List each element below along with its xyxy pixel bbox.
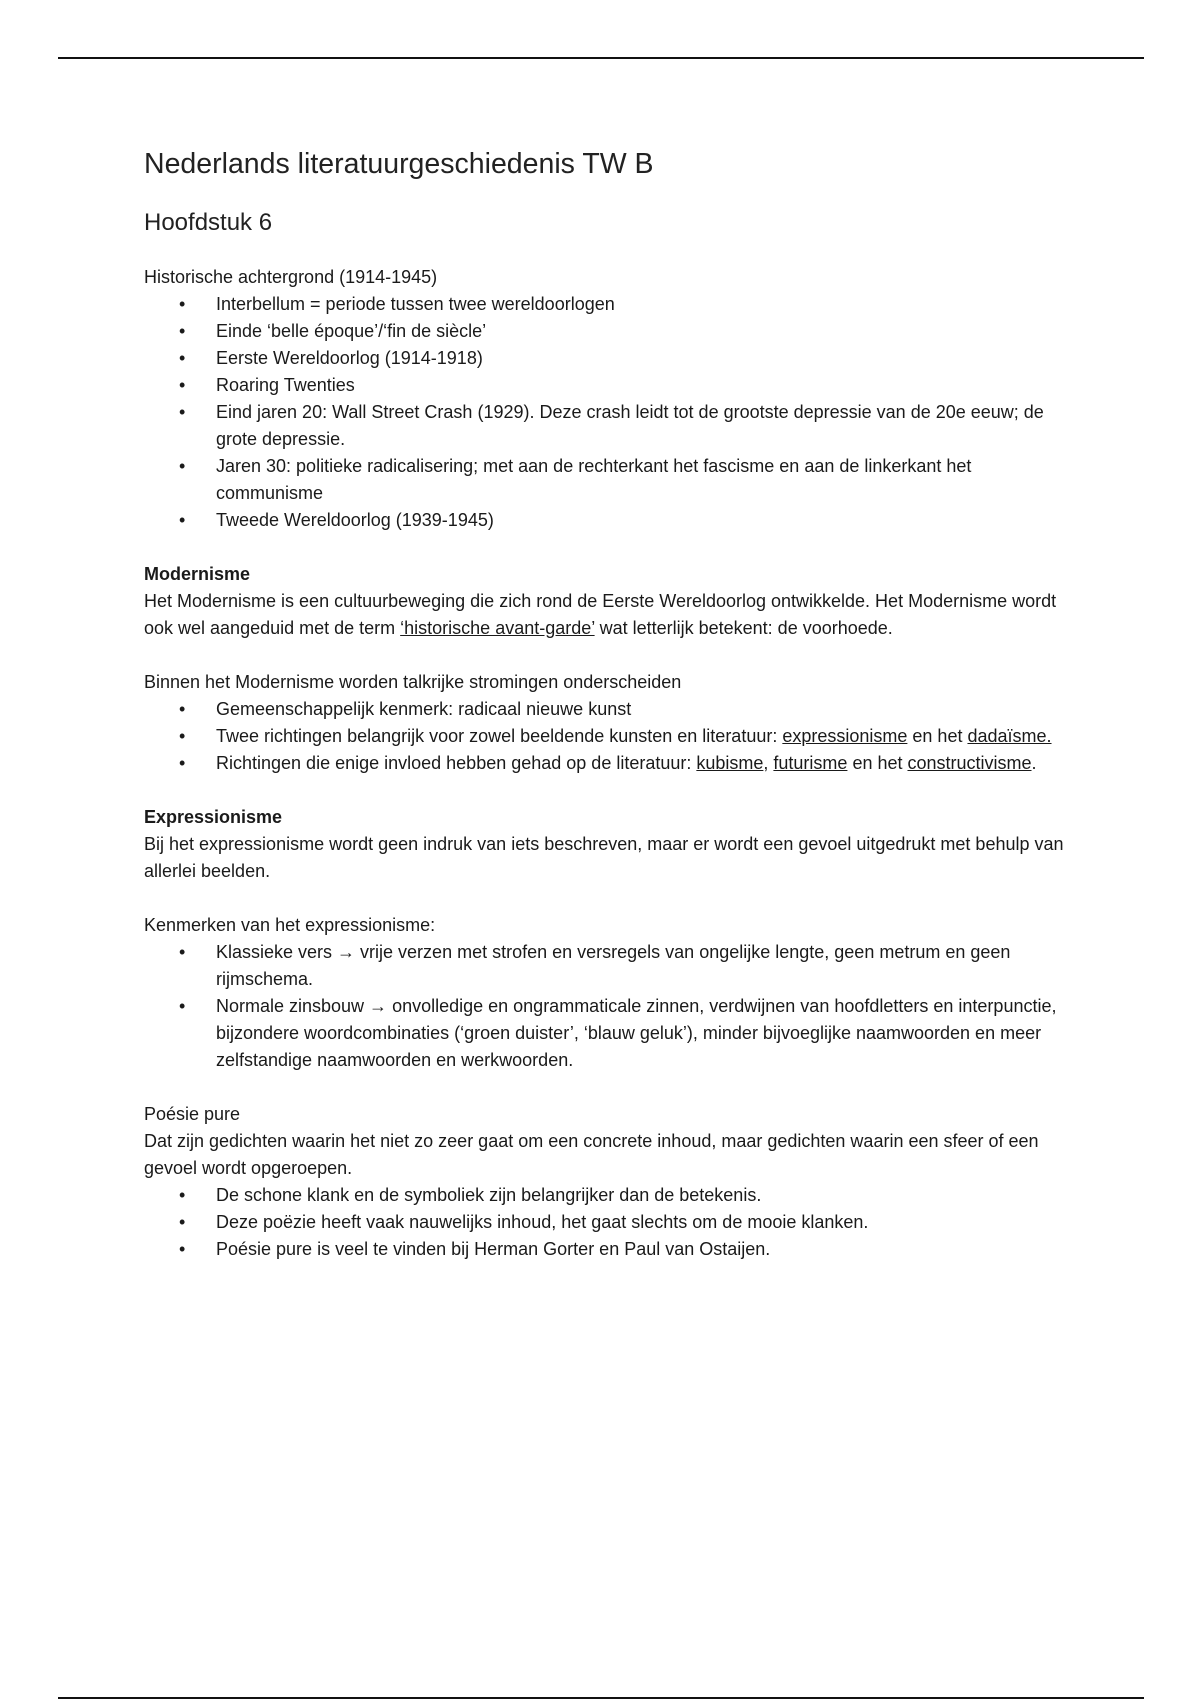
constructivisme-term: constructivisme	[907, 753, 1032, 773]
historisch-heading: Historische achtergrond (1914-1945)	[144, 267, 438, 287]
poesie-list	[144, 1182, 1064, 1263]
list-item: • Eerste Wereldoorlog (1914-1918)	[179, 348, 483, 368]
list-item: • De schone klank en de symboliek zijn belangrijker dan de betekenis.	[179, 1185, 762, 1205]
top-rule	[58, 57, 1144, 59]
expressionisme-heading: Expressionisme	[144, 807, 283, 827]
modernisme-intro: Binnen het Modernisme worden talkrijke stromingen onderscheiden	[144, 672, 682, 692]
avant-garde-link: ‘historische avant-garde’	[400, 618, 595, 638]
poesie-heading: Poésie pure	[144, 1104, 241, 1124]
list-item: • Interbellum = periode tussen twee wereldoorlogen	[179, 294, 615, 314]
historisch-list	[144, 291, 1064, 534]
futurisme-term: futurisme	[773, 753, 848, 773]
expressionisme-paragraph: Bij het expressionisme wordt geen indruk van iets beschreven, maar er wordt een gevoel uitgedrukt met behulp van allerlei beelden.	[144, 834, 1064, 881]
expressionisme-term: expressionisme	[782, 726, 908, 746]
document-title: Nederlands literatuurgeschiedenis TW B	[144, 148, 654, 180]
list-item: • Poésie pure is veel te vinden bij Herman Gorter en Paul van Ostaijen.	[179, 1239, 771, 1259]
list-item: • Roaring Twenties	[179, 375, 355, 395]
list-item: • Gemeenschappelijk kenmerk: radicaal nieuwe kunst	[179, 699, 632, 719]
list-item: • Klassieke vers → vrije verzen met strofen en versregels van ongelijke lengte, geen metrum en geen rijmschema.	[179, 942, 1011, 989]
list-item: • Eind jaren 20: Wall Street Crash (1929). Deze crash leidt tot de grootste depressie van de 20e eeuw; de grote depressie.	[179, 402, 1044, 449]
list-item: • Tweede Wereldoorlog (1939-1945)	[179, 510, 494, 530]
list-item: • Normale zinsbouw → onvolledige en ongrammaticale zinnen, verdwijnen van hoofdletters en interpunctie, bijzondere woordcombinaties (‘groen duister’, ‘blauw geluk’), minder bijvoeglijke naamwoorden en meer zelfstandige naamwoorden en werkwoorden.	[179, 996, 1057, 1070]
kenmerken-heading: Kenmerken van het expressionisme:	[144, 915, 436, 935]
modernisme-heading: Modernisme	[144, 564, 251, 584]
poesie-paragraph: Dat zijn gedichten waarin het niet zo zeer gaat om een concrete inhoud, maar gedichten waarin een sfeer of een gevoel wordt opgeroepen.	[144, 1131, 1039, 1178]
list-item: • Richtingen die enige invloed hebben gehad op de literatuur: kubisme, futurisme en het constructivisme.	[179, 753, 1037, 773]
modernisme-paragraph: Het Modernisme is een cultuurbeweging die zich rond de Eerste Wereldoorlog ontwikkelde. Het Modernisme wordt ook wel aangeduid met de term ‘historische avant-garde’ wat letterlijk betekent: de voorhoede.	[144, 591, 1057, 638]
document-page	[144, 144, 1064, 1263]
dadaisme-term: dadaïsme.	[967, 726, 1052, 746]
modernisme-list	[144, 696, 1064, 777]
kenmerken-list	[144, 939, 1064, 1074]
chapter-heading: Hoofdstuk 6	[144, 209, 273, 236]
list-item: • Einde ‘belle époque’/‘fin de siècle’	[179, 321, 487, 341]
list-item: • Jaren 30: politieke radicalisering; met aan de rechterkant het fascisme en aan de linkerkant het communisme	[179, 456, 972, 503]
list-item: • Deze poëzie heeft vaak nauwelijks inhoud, het gaat slechts om de mooie klanken.	[179, 1212, 869, 1232]
list-item: • Twee richtingen belangrijk voor zowel beeldende kunsten en literatuur: expressionisme en het dadaïsme.	[179, 726, 1052, 746]
bottom-rule	[58, 1697, 1144, 1699]
kubisme-term: kubisme	[696, 753, 764, 773]
